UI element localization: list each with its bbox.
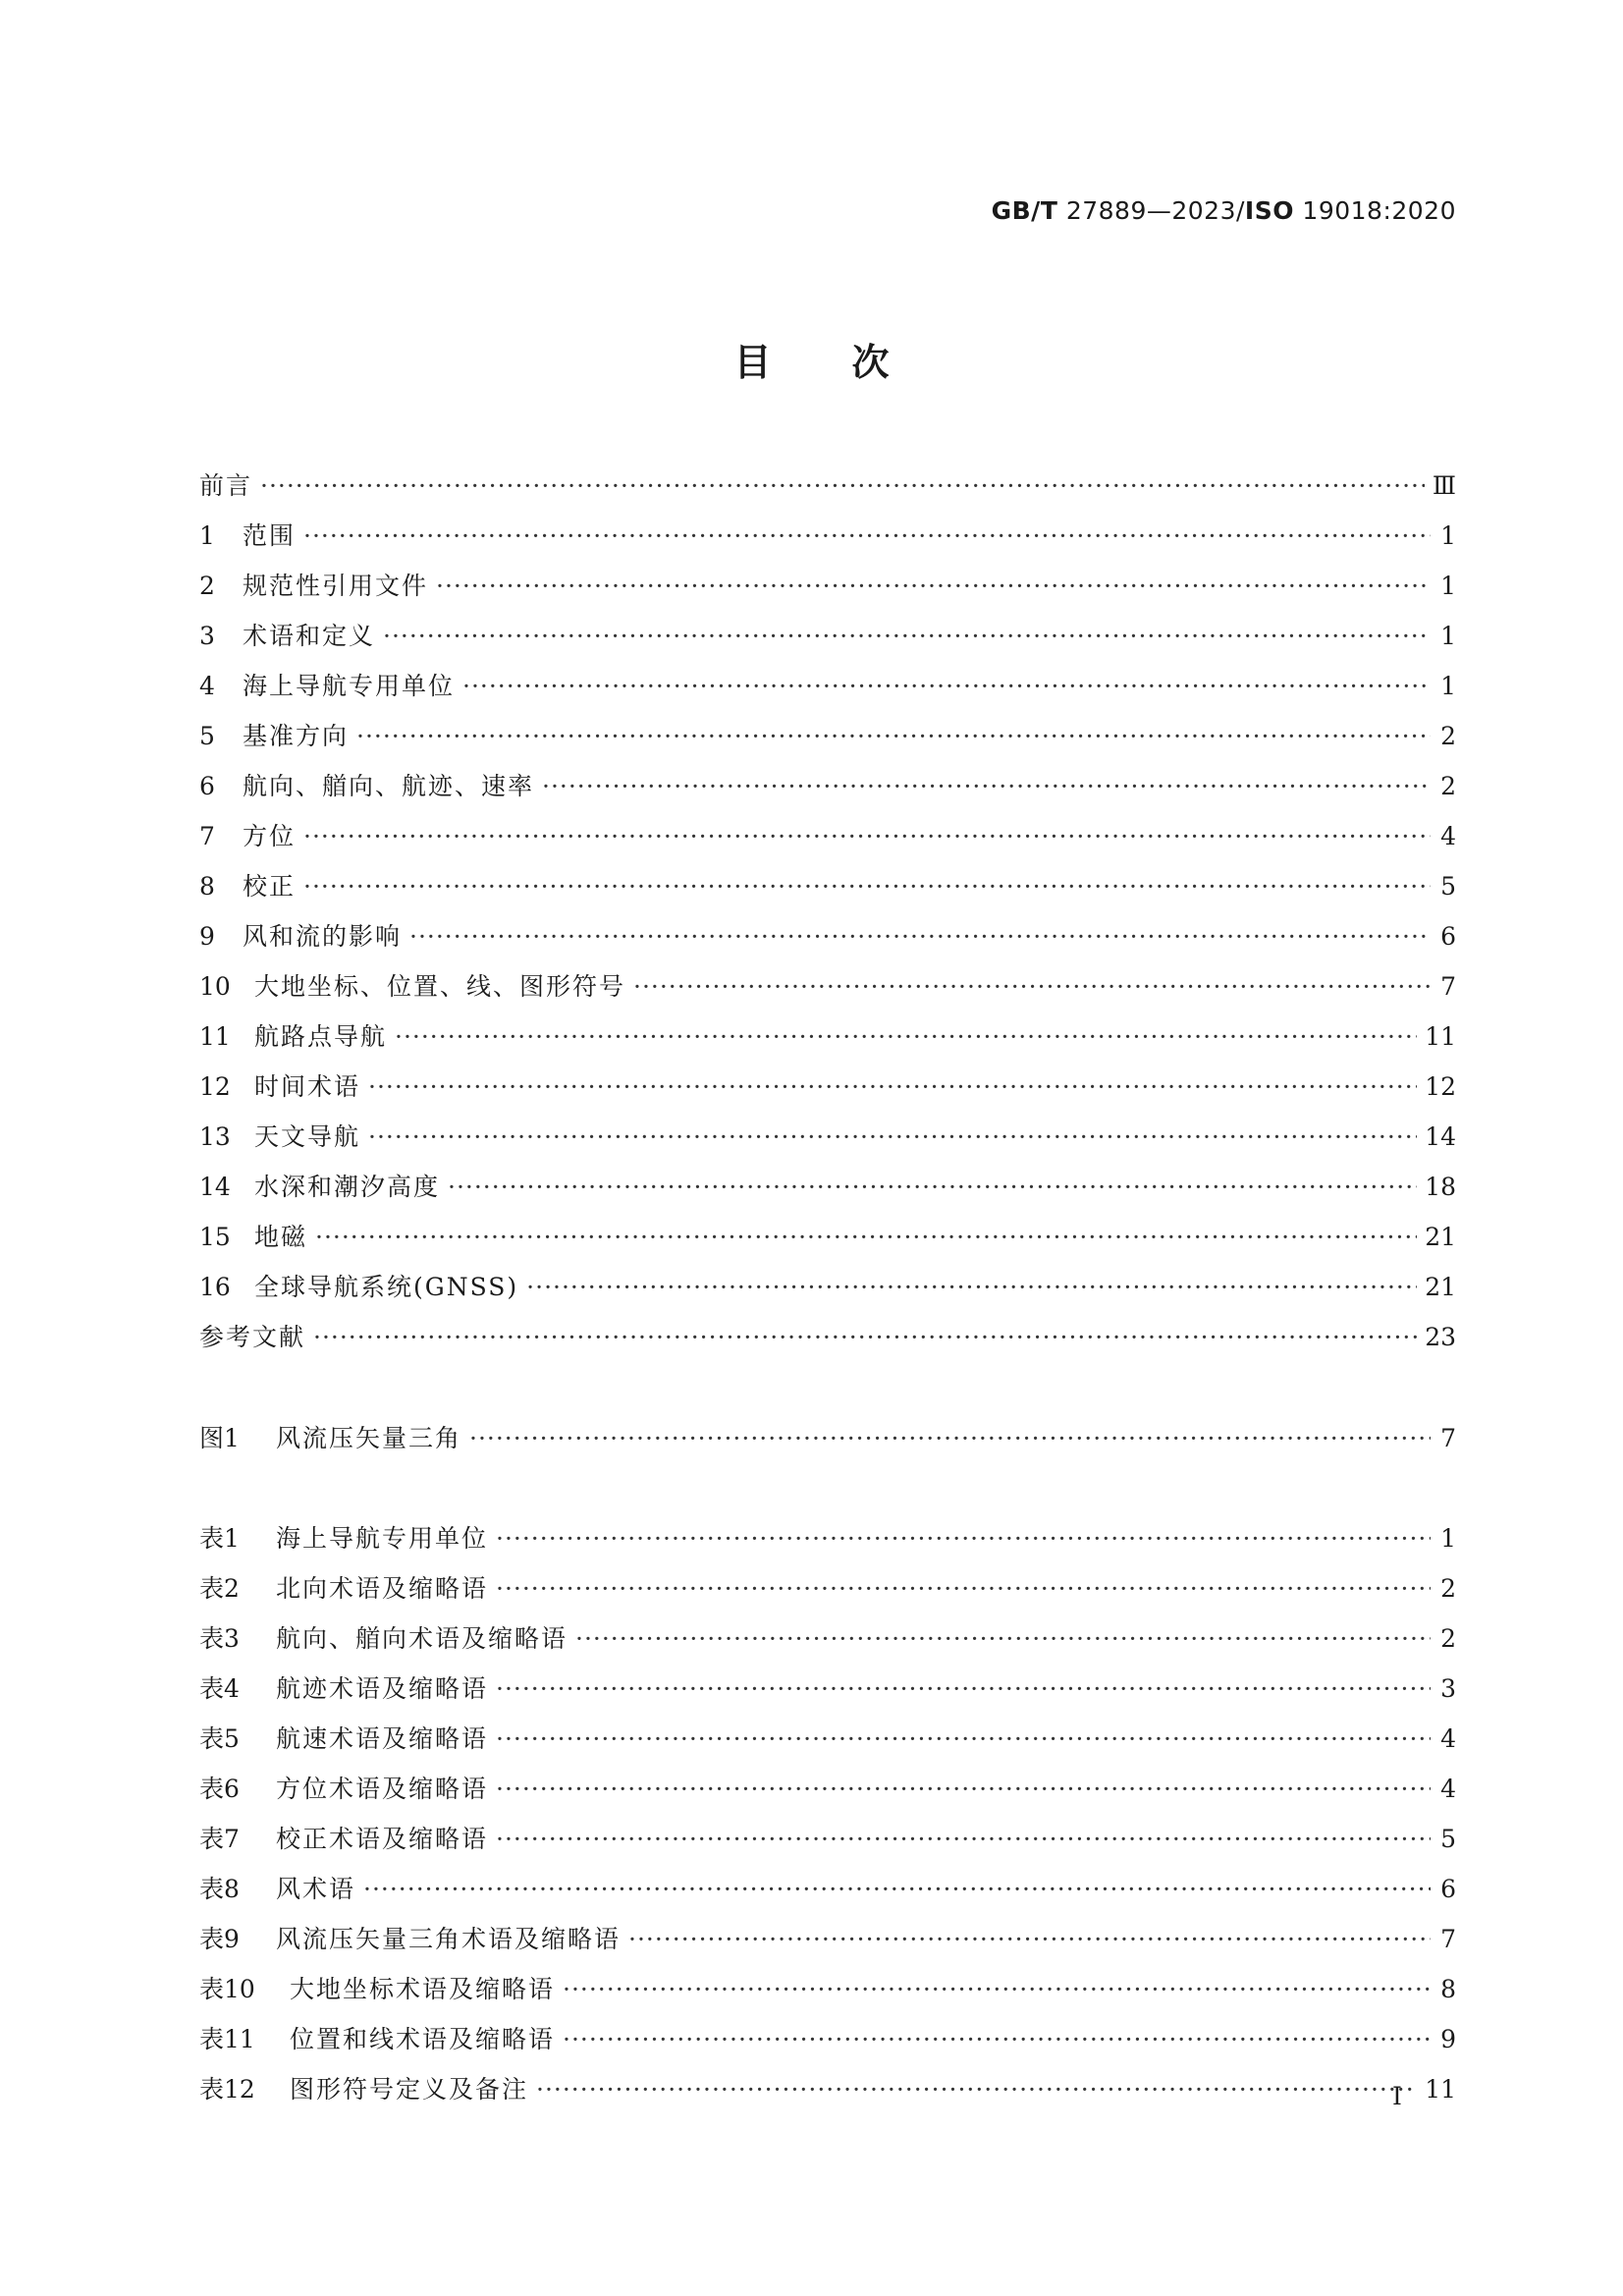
toc-table-entry[interactable] [199, 1872, 1456, 1907]
dot-leader [575, 1621, 1431, 1657]
toc-entry-label: 全球导航系统(GNSS) [254, 1273, 519, 1301]
dot-leader [303, 819, 1431, 854]
table-page: 7 [1440, 1925, 1456, 1953]
dot-leader [633, 969, 1431, 1005]
toc-entry[interactable] [199, 1220, 1456, 1255]
dot-leader [496, 1571, 1431, 1607]
dot-leader [436, 569, 1431, 604]
toc-entry[interactable] [199, 468, 1456, 504]
dot-leader [563, 1972, 1431, 2007]
toc-entry-page: 2 [1440, 772, 1456, 800]
page-number: I [1392, 2082, 1402, 2110]
toc-entry-page: 12 [1425, 1072, 1456, 1101]
toc-table-entry[interactable] [199, 1972, 1456, 2007]
toc-entry-page: 1 [1440, 521, 1456, 550]
table-number: 表4 [199, 1674, 240, 1703]
page-title: 目次 [733, 341, 970, 384]
table-page: 6 [1440, 1875, 1456, 1903]
toc-entry-label: 方位 [243, 822, 297, 850]
toc-entry-page: Ⅲ [1432, 471, 1456, 500]
toc-entry-page: 7 [1440, 972, 1456, 1001]
toc-entry-number: 13 [199, 1122, 231, 1151]
toc-entry-label: 前言 [199, 471, 253, 500]
toc-entry[interactable] [199, 519, 1456, 554]
toc-entry-number: 9 [199, 922, 215, 951]
table-label: 方位术语及缩略语 [276, 1775, 489, 1803]
table-page: 9 [1440, 2025, 1456, 2053]
standard-code [992, 196, 1456, 225]
toc-entry-label: 天文导航 [254, 1122, 361, 1151]
dot-leader [462, 669, 1431, 704]
toc-entry-number: 11 [199, 1022, 231, 1051]
table-number: 表7 [199, 1825, 240, 1853]
toc-table-entry[interactable] [199, 2022, 1456, 2057]
toc-entry[interactable] [199, 1320, 1456, 1355]
toc-entry[interactable] [199, 569, 1456, 604]
table-label: 位置和线术语及缩略语 [290, 2025, 556, 2053]
toc-entry-label: 海上导航专用单位 [243, 672, 456, 700]
toc-entry-label: 航向、艏向、航迹、速率 [243, 772, 535, 800]
table-page: 4 [1440, 1724, 1456, 1753]
table-page: 1 [1440, 1524, 1456, 1553]
figure-page: 7 [1440, 1424, 1456, 1452]
toc-entry[interactable] [199, 1270, 1456, 1305]
table-page: 3 [1440, 1674, 1456, 1703]
toc-entry-page: 5 [1440, 872, 1456, 901]
dot-leader [303, 519, 1431, 554]
std-number: 27889—2023/ [1065, 196, 1245, 225]
toc-entry-label: 地磁 [254, 1223, 308, 1251]
toc-entry-number: 15 [199, 1223, 231, 1251]
iso-prefix: ISO [1244, 196, 1294, 225]
toc-entry[interactable] [199, 1170, 1456, 1205]
toc-figure-entry[interactable] [199, 1421, 1456, 1456]
toc-entry-label: 航路点导航 [254, 1022, 388, 1051]
toc-entry-page: 21 [1425, 1223, 1456, 1251]
toc-entry[interactable] [199, 919, 1456, 955]
toc-entry-number: 14 [199, 1173, 231, 1201]
dot-leader [368, 1120, 1417, 1155]
dot-leader [563, 2022, 1431, 2057]
dot-leader [496, 1722, 1431, 1757]
figure-label: 风流压矢量三角 [276, 1424, 462, 1452]
toc-entry[interactable] [199, 669, 1456, 704]
toc-entry-number: 8 [199, 872, 215, 901]
table-label: 航速术语及缩略语 [276, 1724, 489, 1753]
toc-entry-page: 23 [1425, 1323, 1456, 1351]
toc-table-entry[interactable] [199, 1822, 1456, 1857]
toc-entry-number: 3 [199, 622, 215, 650]
toc-entry-number: 10 [199, 972, 231, 1001]
toc-entry-label: 校正 [243, 872, 297, 901]
table-label: 航向、艏向术语及缩略语 [276, 1624, 568, 1653]
toc-entry-page: 11 [1425, 1022, 1456, 1051]
toc-table-entry[interactable] [199, 1621, 1456, 1657]
table-label: 大地坐标术语及缩略语 [290, 1975, 556, 2003]
table-number: 表3 [199, 1624, 240, 1653]
toc-entry-number: 7 [199, 822, 215, 850]
toc-entry[interactable] [199, 769, 1456, 804]
dot-leader [526, 1270, 1417, 1305]
table-label: 风流压矢量三角术语及缩略语 [276, 1925, 622, 1953]
dot-leader [469, 1421, 1431, 1456]
toc-entry-number: 4 [199, 672, 215, 700]
dot-leader [315, 1220, 1417, 1255]
dot-leader [496, 1772, 1431, 1807]
dot-leader [448, 1170, 1417, 1205]
toc-entry-page: 21 [1425, 1273, 1456, 1301]
toc-entry-label: 水深和潮汐高度 [254, 1173, 441, 1201]
dot-leader [409, 919, 1431, 955]
dot-leader [496, 1671, 1431, 1707]
toc-table-entry[interactable] [199, 1571, 1456, 1607]
dot-leader [395, 1019, 1417, 1055]
dot-leader [628, 1922, 1431, 1957]
toc-entry-page: 2 [1440, 722, 1456, 750]
toc-entry[interactable] [199, 619, 1456, 654]
table-label: 北向术语及缩略语 [276, 1574, 489, 1603]
table-number: 表6 [199, 1775, 240, 1803]
dot-leader [496, 1822, 1431, 1857]
table-number: 表8 [199, 1875, 240, 1903]
toc-entry-label: 风和流的影响 [243, 922, 403, 951]
toc-entry-number: 12 [199, 1072, 231, 1101]
table-number: 表9 [199, 1925, 240, 1953]
toc-entry-page: 1 [1440, 672, 1456, 700]
toc-entry-page: 1 [1440, 622, 1456, 650]
dot-leader [542, 769, 1431, 804]
toc-entry[interactable] [199, 969, 1456, 1005]
toc-table-entry[interactable] [199, 1671, 1456, 1707]
table-label: 校正术语及缩略语 [276, 1825, 489, 1853]
toc-entry[interactable] [199, 1019, 1456, 1055]
dot-leader [260, 468, 1425, 504]
table-label: 海上导航专用单位 [276, 1524, 489, 1553]
table-number: 表11 [199, 2025, 255, 2053]
toc-entry-page: 14 [1425, 1122, 1456, 1151]
toc-entry-label: 基准方向 [243, 722, 350, 750]
table-number: 表1 [199, 1524, 240, 1553]
toc-entry-label: 规范性引用文件 [243, 572, 429, 600]
table-page: 8 [1440, 1975, 1456, 2003]
table-number: 表2 [199, 1574, 240, 1603]
toc-entry[interactable] [199, 1069, 1456, 1105]
toc-entry-number: 6 [199, 772, 215, 800]
dot-leader [368, 1069, 1417, 1105]
dot-leader [363, 1872, 1431, 1907]
toc-table-entry[interactable] [199, 1922, 1456, 1957]
toc-entry[interactable] [199, 1120, 1456, 1155]
iso-number: 19018:2020 [1302, 196, 1456, 225]
table-page: 5 [1440, 1825, 1456, 1853]
table-number: 表5 [199, 1724, 240, 1753]
table-label: 图形符号定义及备注 [290, 2075, 529, 2104]
toc-entry-number: 16 [199, 1273, 231, 1301]
dot-leader [356, 719, 1431, 754]
toc-table-entry[interactable] [199, 1772, 1456, 1807]
table-label: 风术语 [276, 1875, 356, 1903]
toc-entry-label: 时间术语 [254, 1072, 361, 1101]
table-page: 4 [1440, 1775, 1456, 1803]
figure-number: 图1 [199, 1424, 240, 1452]
table-page: 2 [1440, 1624, 1456, 1653]
dot-leader [536, 2072, 1417, 2107]
toc-entry-page: 1 [1440, 572, 1456, 600]
toc-entry-number: 2 [199, 572, 215, 600]
toc-entry-label: 大地坐标、位置、线、图形符号 [254, 972, 626, 1001]
table-number: 表10 [199, 1975, 255, 2003]
toc-entry-page: 4 [1440, 822, 1456, 850]
toc-entry-label: 范围 [243, 521, 297, 550]
dot-leader [313, 1320, 1417, 1355]
table-page: 2 [1440, 1574, 1456, 1603]
table-label: 航迹术语及缩略语 [276, 1674, 489, 1703]
toc-table-entry[interactable] [199, 1521, 1456, 1557]
toc-entry-number: 5 [199, 722, 215, 750]
toc-entry[interactable] [199, 819, 1456, 854]
toc-entry-label: 参考文献 [199, 1323, 306, 1351]
toc-entry-page: 6 [1440, 922, 1456, 951]
toc-table-entry[interactable] [199, 2072, 1456, 2107]
std-prefix: GB/T [991, 196, 1058, 225]
table-page: 11 [1425, 2075, 1456, 2104]
toc-entry-label: 术语和定义 [243, 622, 376, 650]
toc-entry[interactable] [199, 719, 1456, 754]
toc-entry[interactable] [199, 869, 1456, 904]
table-number: 表12 [199, 2075, 255, 2104]
dot-leader [496, 1521, 1431, 1557]
toc-entry-page: 18 [1425, 1173, 1456, 1201]
toc-entry-number: 1 [199, 521, 215, 550]
dot-leader [383, 619, 1431, 654]
dot-leader [303, 869, 1431, 904]
toc-table-entry[interactable] [199, 1722, 1456, 1757]
